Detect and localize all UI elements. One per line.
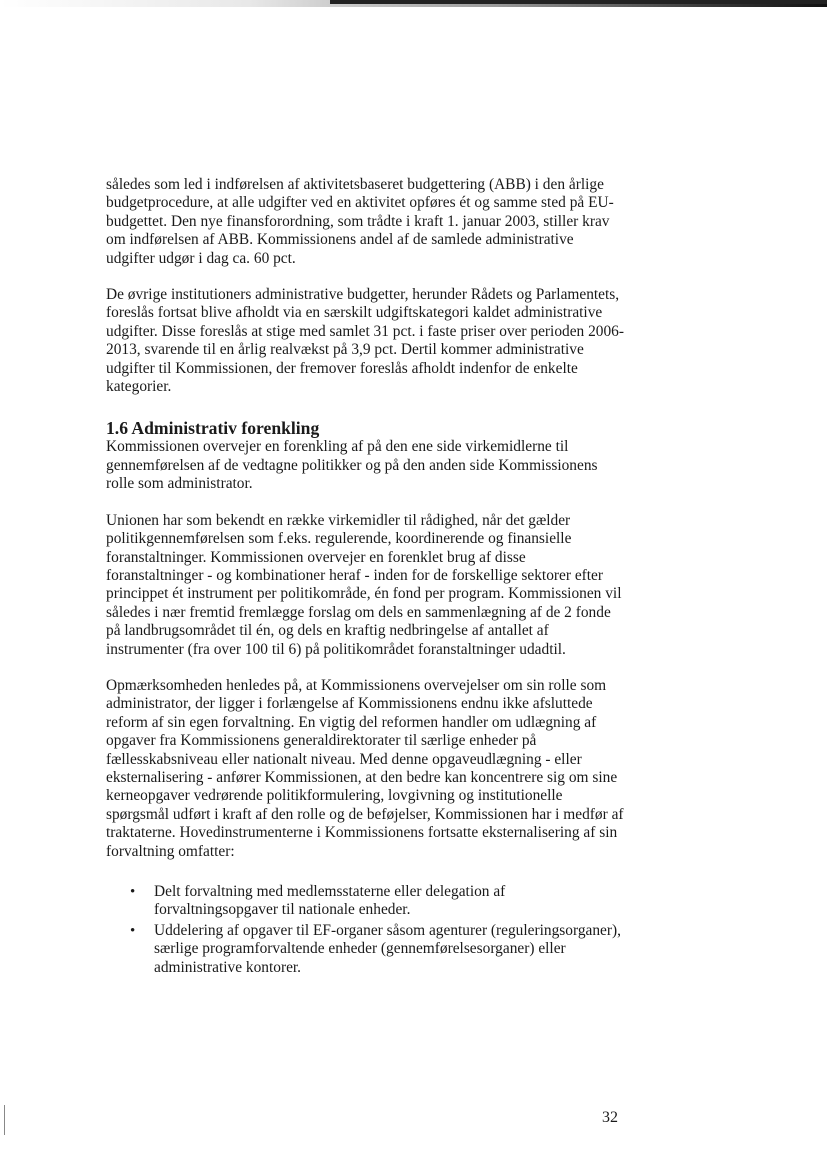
bullet-dot: • <box>130 884 136 900</box>
paragraph-instruments: Unionen har som bekendt en række virkemidler til rådighed, når det gælder politikgennemførelsen som f.eks. regulerende, koordinerende og finansielle foranstaltninger. Kommissionen overvejer en forenklet brug af disse foranstaltninger - og kombinationer heraf - inden for de forskellige sektorer efter princippet ét instrument per politikområde, én fond per program. Kommissionen vil således i nær fremtid fremlægge forslag om dels en sammenlægning af de 2 fonde på landbrugsområdet til én, og dels en kraftig nedbringelse af antallet af instrumenter (fra over 100 til 6) på politikområdet foranstaltninger udadtil. <box>106 511 622 658</box>
bullet-list <box>106 883 626 977</box>
page-content <box>106 176 626 979</box>
section-heading: 1.6 Administrativ forenkling <box>106 418 320 439</box>
margin-mark <box>4 1105 5 1135</box>
paragraph-simplification: Kommissionen overvejer en forenkling af på den ene side virkemidlerne til gennemførelsen af de vedtagne politikker og på den anden side Kommissionens rolle som administrator. <box>106 438 598 493</box>
paragraph-administrator-role: Opmærksomheden henledes på, at Kommissionens overvejelser om sin rolle som administrator, der ligger i forlængelse af Kommissionens endnu ikke afsluttede reform af sin egen forvaltning. En vigtig del reformen handler om udlægning af opgaver fra Kommissionens generaldirektorater til særlige enheder på fællesskabsniveau eller nationalt niveau. Med denne opgaveudlægning - eller eksternalisering - anfører Kommissionen, at den bedre kan koncentrere sig om sine kerneopgaver vedrørende politikformulering, lovgivning og institutionelle spørgsmål udført i kraft af den rolle og de beføjelser, Kommissionen har i medfør af traktaterne. Hovedinstrumenterne i Kommissionens fortsatte eksternalisering af sin forvaltning omfatter: <box>106 676 624 860</box>
list-item <box>106 922 626 977</box>
page-number: 32 <box>602 1109 618 1126</box>
paragraph-abb: således som led i indførelsen af aktivitetsbaseret budgettering (ABB) i den årlige budgetprocedure, at alle udgifter ved en aktivitet opføres ét og samme sted på EU-budgettet. Den nye finansforordning, som trådte i kraft 1. januar 2003, stiller krav om indførelsen af ABB. Kommissionens andel af de samlede administrative udgifter udgør i dag ca. 60 pct. <box>106 176 614 267</box>
paragraph-other-institutions: De øvrige institutioners administrative budgetter, herunder Rådets og Parlamentets, foreslås fortsat blive afholdt via en særskilt udgiftskategori kaldet administrative udgifter. Disse foreslås at stige med samlet 31 pct. i faste priser over perioden 2006-2013, svarende til en årlig realvækst på 3,9 pct. Dertil kommer administrative udgifter til Kommissionen, der fremover foreslås afholdt indenfor de enkelte kategorier. <box>106 286 625 396</box>
scan-edge-line <box>330 0 827 4</box>
bullet-text: Delt forvaltning med medlemsstaterne eller delegation af forvaltningsopgaver til nationale enheder. <box>154 883 506 919</box>
bullet-text: Uddelering af opgaver til EF-organer såsom agenturer (reguleringsorganer), særlige programforvaltende enheder (gennemførelsesorganer) eller administrative kontorer. <box>154 921 621 976</box>
bullet-dot: • <box>130 922 136 939</box>
list-item <box>106 883 626 920</box>
